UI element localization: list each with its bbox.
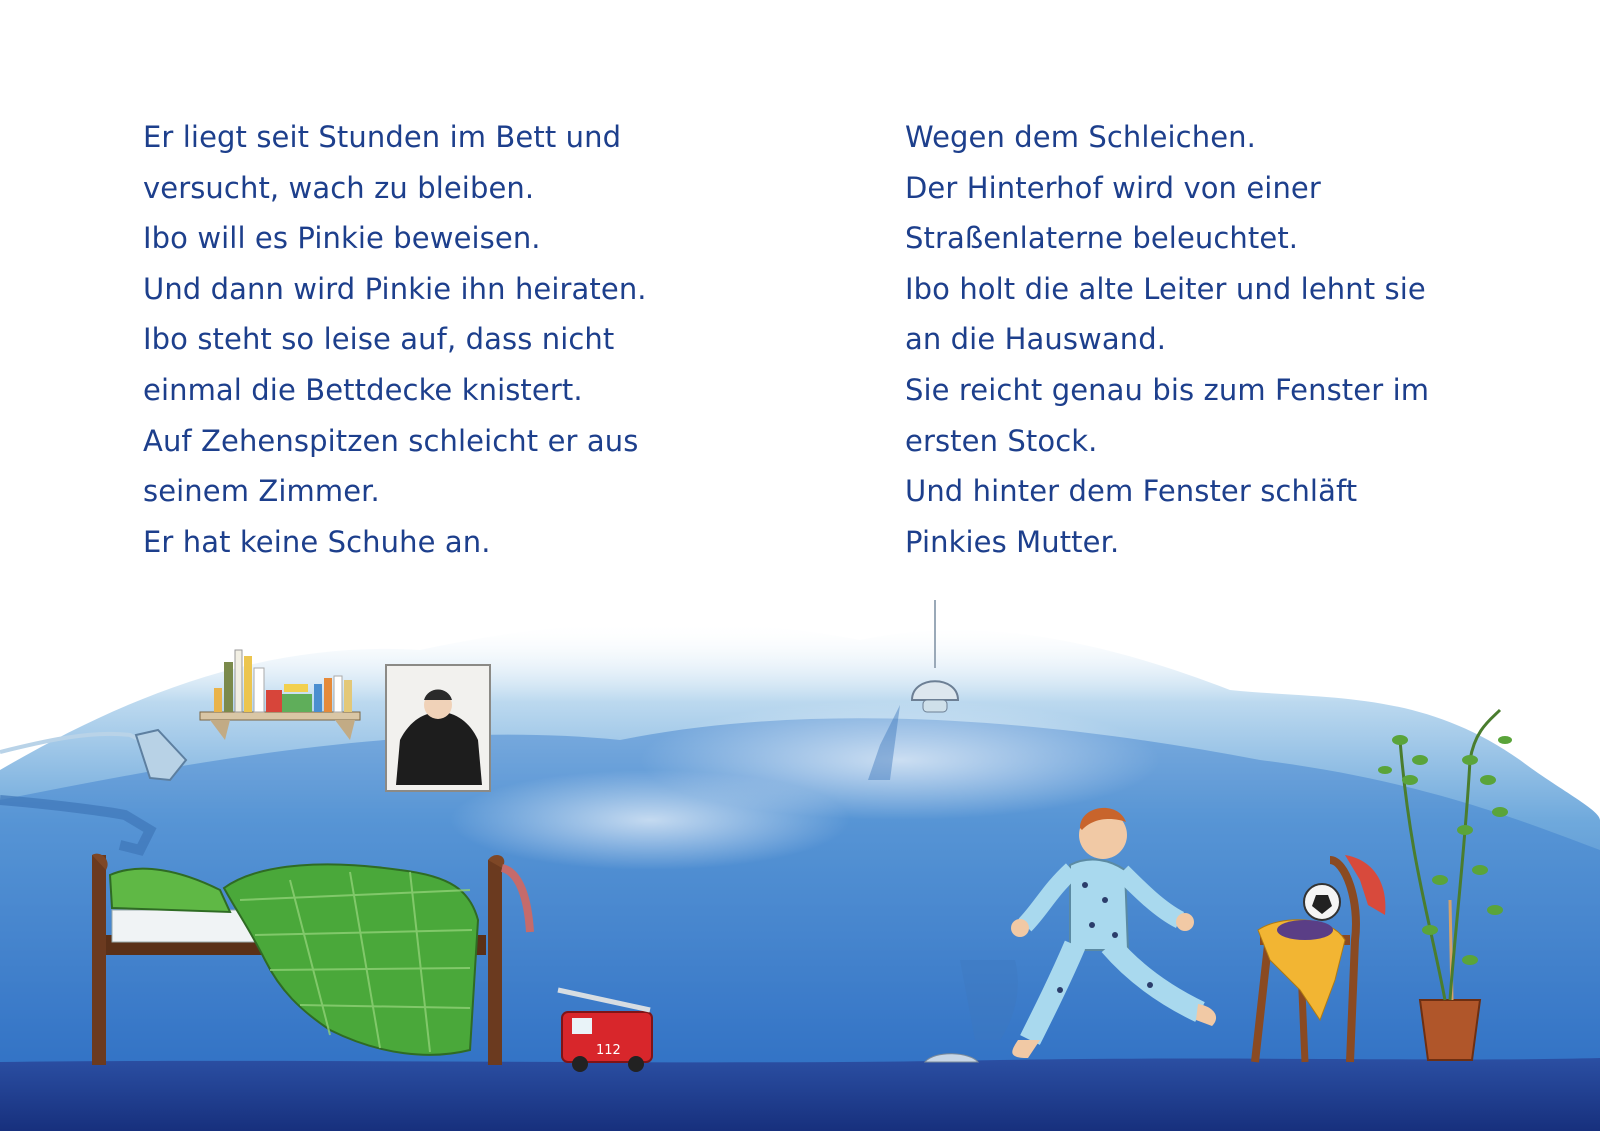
text-line: Und dann wird Pinkie ihn heiraten. (143, 271, 647, 306)
text-line: Auf Zehenspitzen schleicht er aus (143, 423, 639, 458)
text-line: Er liegt seit Stunden im Bett und (143, 120, 622, 154)
story-text-left (143, 112, 647, 567)
story-text-right (905, 112, 1429, 567)
text-line: einmal die Bettdecke knistert. (143, 372, 583, 407)
fire-truck-number: 112 (596, 1043, 621, 1058)
text-line: an die Hauswand. (905, 322, 1167, 357)
text-line: Ibo will es Pinkie beweisen. (143, 221, 541, 256)
text-line: Ibo holt die alte Leiter und lehnt sie (905, 271, 1426, 306)
text-line: ersten Stock. (905, 423, 1098, 458)
text-line: Und hinter dem Fenster schläft (905, 474, 1358, 509)
text-line: Wegen dem Schleichen. (905, 120, 1256, 154)
text-line: Der Hinterhof wird von einer (905, 170, 1321, 205)
vampire-poster (386, 665, 490, 791)
text-line: Pinkies Mutter. (905, 524, 1120, 559)
text-line: Er hat keine Schuhe an. (143, 524, 491, 559)
floor (0, 1058, 1600, 1131)
text-line: Ibo steht so leise auf, dass nicht (143, 322, 615, 357)
text-line: Straßenlaterne beleuchtet. (905, 221, 1299, 256)
text-line: versucht, wach zu bleiben. (143, 170, 535, 205)
text-line: seinem Zimmer. (143, 474, 380, 509)
text-line: Sie reicht genau bis zum Fenster im (905, 372, 1430, 407)
